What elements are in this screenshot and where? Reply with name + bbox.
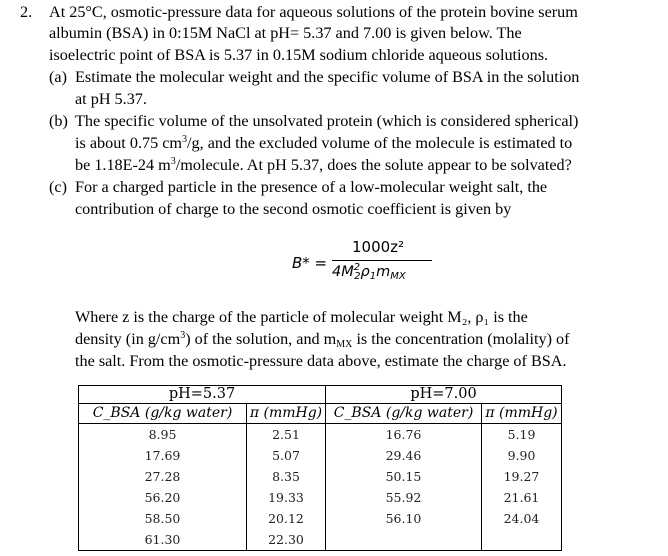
- table-cell: 2.51: [247, 424, 326, 446]
- part-b-line-1: The specific volume of the unsolvated protein (which is considered spherical): [75, 112, 579, 130]
- table-cell: [326, 529, 482, 551]
- table-cell: 19.33: [247, 487, 326, 508]
- after-line-2: density (in $g/cm^3$) of the solution, and $m_{MX}$ is the concentration (molality) of: [75, 330, 570, 350]
- table-cell: 9.90: [482, 445, 562, 466]
- after-line-1: Where z is the charge of the particle of molecular weight M₂, ρ₁ is the: [75, 308, 528, 326]
- table-row: [79, 529, 562, 551]
- table-cell: 8.95: [148, 427, 177, 442]
- table-cell: 17.69: [144, 448, 181, 463]
- table-cell: 29.46: [326, 445, 482, 466]
- osmotic-data-table: [78, 385, 562, 551]
- table-cell: 22.30: [247, 529, 326, 551]
- formula-numerator: 1000z²: [352, 238, 405, 256]
- part-a-line-2: at pH 5.37.: [75, 90, 147, 108]
- part-c-line-2: contribution of charge to the second osmotic coefficient is given by: [75, 200, 512, 218]
- charge-formula: [292, 238, 442, 290]
- part-c-line-1: For a charged particle in the presence of a low-molecular weight salt, the: [75, 178, 548, 196]
- group-header-ph537: pH=5.37: [168, 386, 236, 402]
- table-cell: 56.10: [326, 508, 482, 529]
- col-header-pi-1: π (mmHg): [247, 404, 326, 424]
- after-line-3: the salt. From the osmotic-pressure data above, estimate the charge of BSA.: [75, 352, 567, 370]
- table-cell: 55.92: [326, 487, 482, 508]
- col-header-cbsa-1: C_BSA (g/kg water): [79, 404, 247, 424]
- table-cell: 5.07: [247, 445, 326, 466]
- part-a-line-1: Estimate the molecular weight and the specific volume of BSA in the solution: [75, 68, 580, 86]
- table-row: [79, 424, 562, 446]
- table-cell: [482, 529, 562, 551]
- table-cell: 27.28: [144, 469, 181, 484]
- table-cell: 58.50: [144, 511, 181, 526]
- formula-denominator: $4M^2_2\rho_1m_{MX}$: [332, 262, 406, 282]
- table-row: [79, 487, 562, 508]
- table-cell: 20.12: [247, 508, 326, 529]
- intro-line-1: At 25°C, osmotic-pressure data for aqueous solutions of the protein bovine serum: [49, 3, 578, 21]
- col-header-pi-2: π (mmHg): [482, 404, 562, 424]
- part-c-label: (c): [49, 178, 67, 196]
- intro-line-2: albumin (BSA) in 0:15M NaCl at pH= 5.37 and 7.00 is given below. The: [49, 24, 522, 42]
- part-b-line-3: be 1.18E-24 $m^3$/molecule. At pH 5.37, does the solute appear to be solvated?: [75, 156, 572, 174]
- fraction-bar: [332, 260, 432, 261]
- part-b-label: (b): [49, 112, 68, 130]
- table-cell: 61.30: [144, 532, 181, 547]
- table-cell: 5.19: [482, 424, 562, 446]
- formula-lhs: B* =: [292, 254, 328, 272]
- part-b-line-2: is about 0.75 $cm^3/g$, and the excluded volume of the molecule is estimated to: [75, 134, 573, 152]
- table-row: [79, 508, 562, 529]
- part-a-label: (a): [49, 68, 67, 86]
- table-cell: 56.20: [144, 490, 181, 505]
- table-row: [79, 466, 562, 487]
- table-row: [79, 445, 562, 466]
- group-header-ph700: pH=7.00: [326, 386, 562, 404]
- table-cell: 24.04: [482, 508, 562, 529]
- table-cell: 50.15: [326, 466, 482, 487]
- intro-line-3: isoelectric point of BSA is 5.37 in 0.15M sodium chloride aqueous solutions.: [49, 46, 549, 64]
- table-cell: 19.27: [482, 466, 562, 487]
- table-cell: 8.35: [247, 466, 326, 487]
- table-cell: 16.76: [326, 424, 482, 446]
- col-header-cbsa-2: C_BSA (g/kg water): [326, 404, 482, 424]
- table-cell: 21.61: [482, 487, 562, 508]
- problem-number: 2.: [20, 3, 33, 21]
